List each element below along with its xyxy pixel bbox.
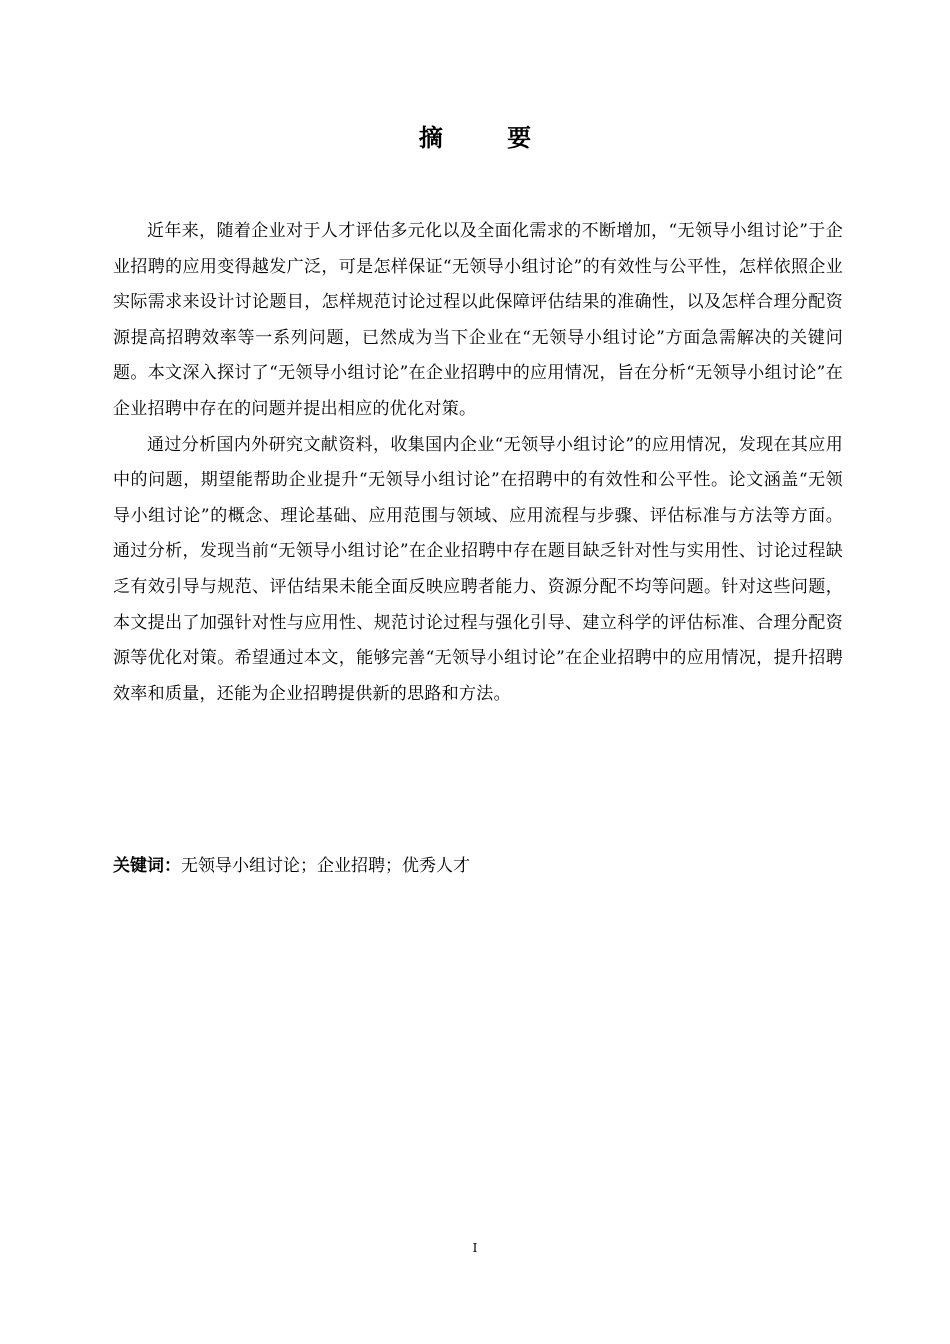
page-title: 摘 要 — [418, 123, 560, 152]
abstract-body — [113, 214, 843, 712]
abstract-paragraph-1: 近年来，随着企业对于人才评估多元化以及全面化需求的不断增加，“无领导小组讨论”于企业招聘的应用变得越发广泛，可是怎样保证“无领导小组讨论”的有效性与公平性，怎样依照企业实际需求来设计讨论题目，怎样规范讨论过程以此保障评估结果的准确性，以及怎样合理分配资源提高招聘效率等一系列问题，已然成为当下企业在“无领导小组讨论”方面急需解决的关键问题。本文深入探讨了“无领导小组讨论”在企业招聘中的应用情况，旨在分析“无领导小组讨论”在企业招聘中存在的问题并提出相应的优化对策。 — [113, 221, 843, 419]
keywords-label: 关键词： — [113, 856, 181, 876]
keywords-line — [113, 848, 843, 884]
keywords-text: 无领导小组讨论；企业招聘；优秀人才 — [181, 856, 470, 876]
page-number: I — [472, 1241, 478, 1255]
abstract-paragraph-2: 通过分析国内外研究文献资料，收集国内企业“无领导小组讨论”的应用情况，发现在其应用中的问题，期望能帮助企业提升“无领导小组讨论”在招聘中的有效性和公平性。论文涵盖“无领导小组讨论”的概念、理论基础、应用范围与领域、应用流程与步骤、评估标准与方法等方面。通过分析，发现当前“无领导小组讨论”在企业招聘中存在题目缺乏针对性与实用性、讨论过程缺乏有效引导与规范、评估结果未能全面反映应聘者能力、资源分配不均等问题。针对这些问题，本文提出了加强针对性与应用性、规范讨论过程与强化引导、建立科学的评估标准、合理分配资源等优化对策。希望通过本文，能够完善“无领导小组讨论”在企业招聘中的应用情况，提升招聘效率和质量，还能为企业招聘提供新的思路和方法。 — [113, 434, 843, 704]
